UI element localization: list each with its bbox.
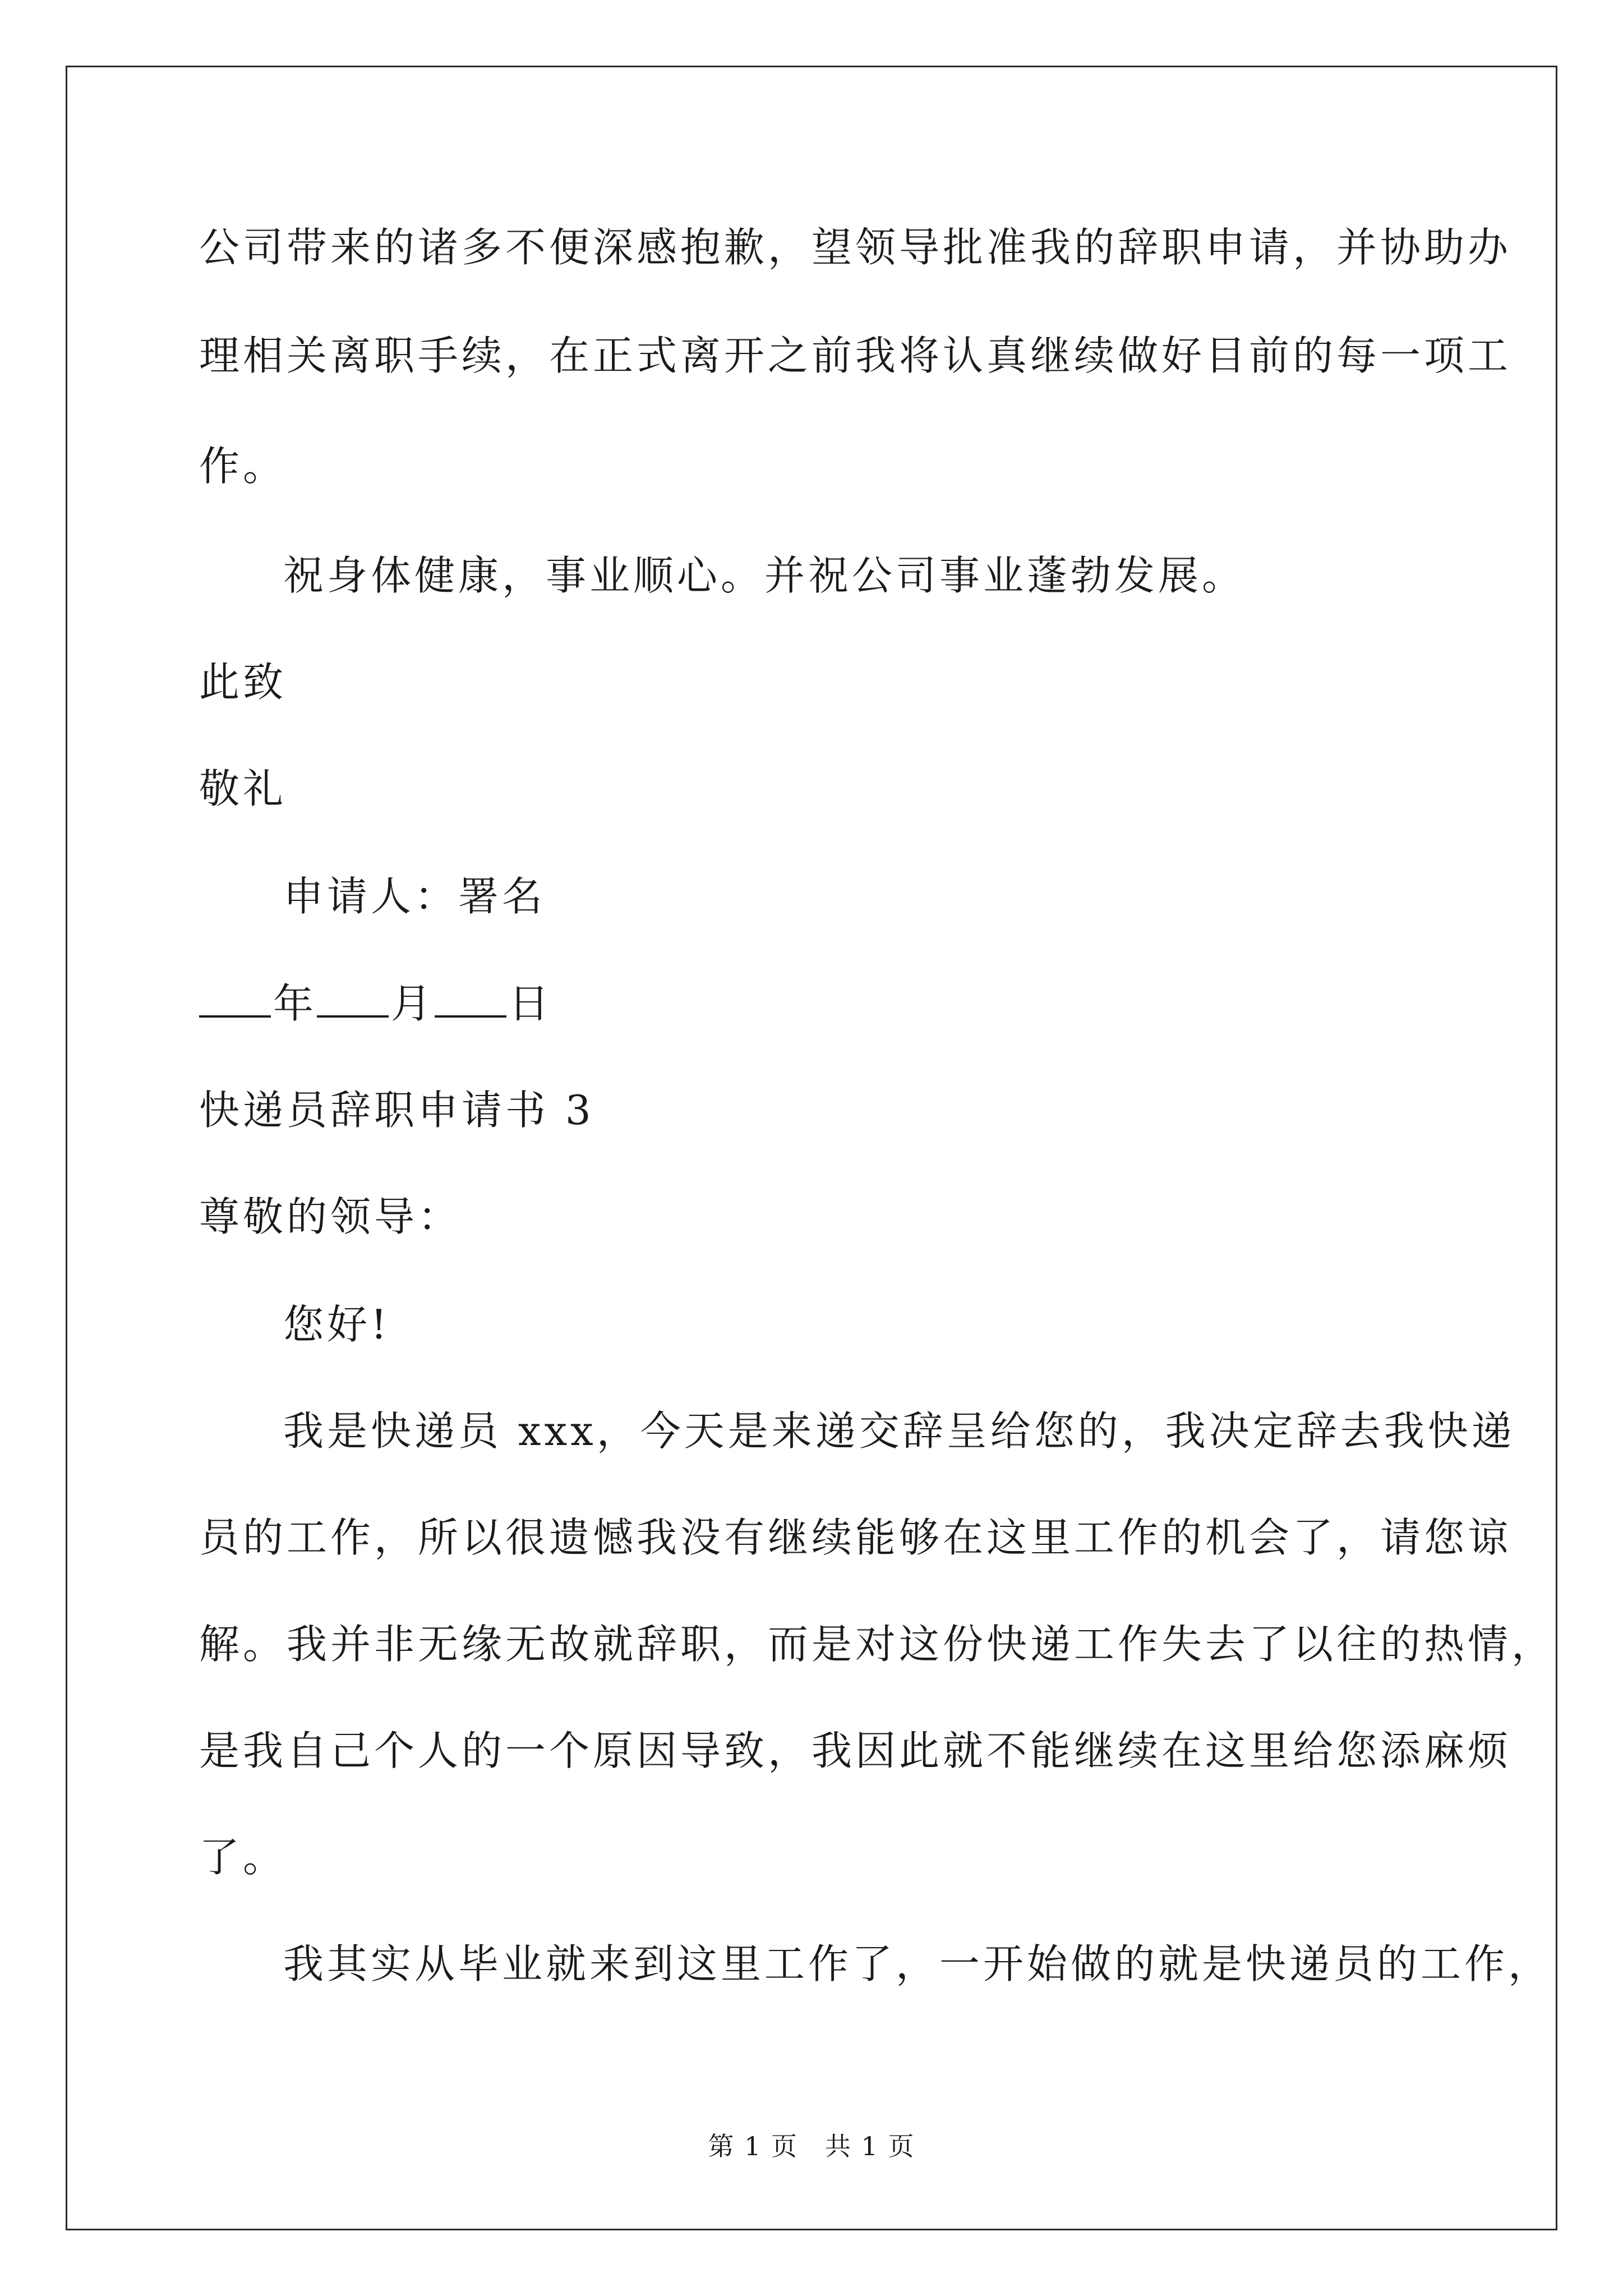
text-line: 作。 [199, 443, 287, 490]
text-line: 您好! [283, 1301, 390, 1348]
date-month-label: 月 [391, 980, 435, 1027]
signature-line: 申请人：署名 [283, 873, 546, 920]
date-blank [435, 983, 506, 1018]
date-year-label: 年 [273, 980, 317, 1027]
text-line: 祝身体健康，事业顺心。并祝公司事业蓬勃发展。 [283, 552, 1246, 599]
text-line: 理相关离职手续，在正式离开之前我将认真继续做好目前的每一项工 [199, 332, 1512, 379]
text-line: 了。 [199, 1834, 287, 1881]
text-line: 我其实从毕业就来到这里工作了，一开始做的就是快递员的工作， [283, 1940, 1552, 1987]
page-footer: 第 1 页 共 1 页 [708, 2131, 915, 2161]
closing-line: 敬礼 [199, 765, 287, 812]
text-line: 我是快递员 xxx，今天是来递交辞呈给您的，我决定辞去我快递 [283, 1407, 1515, 1455]
date-blank [199, 983, 271, 1018]
text-line: 是我自己个人的一个原因导致，我因此就不能继续在这里给您添麻烦 [199, 1727, 1512, 1774]
greeting-line: 尊敬的领导： [199, 1193, 462, 1240]
text-line: 公司带来的诸多不便深感抱歉，望领导批准我的辞职申请，并协助办 [199, 224, 1512, 271]
date-day-label: 日 [509, 980, 553, 1027]
text-line: 员的工作，所以很遗憾我没有继续能够在这里工作的机会了，请您谅 [199, 1514, 1512, 1561]
date-line [199, 980, 553, 1027]
date-blank [317, 983, 389, 1018]
section-title: 快递员辞职申请书 3 [199, 1087, 594, 1134]
page-frame [66, 66, 1557, 2230]
salutation-line: 此致 [199, 659, 287, 706]
text-line: 解。我并非无缘无故就辞职，而是对这份快递工作失去了以往的热情， [199, 1621, 1556, 1668]
